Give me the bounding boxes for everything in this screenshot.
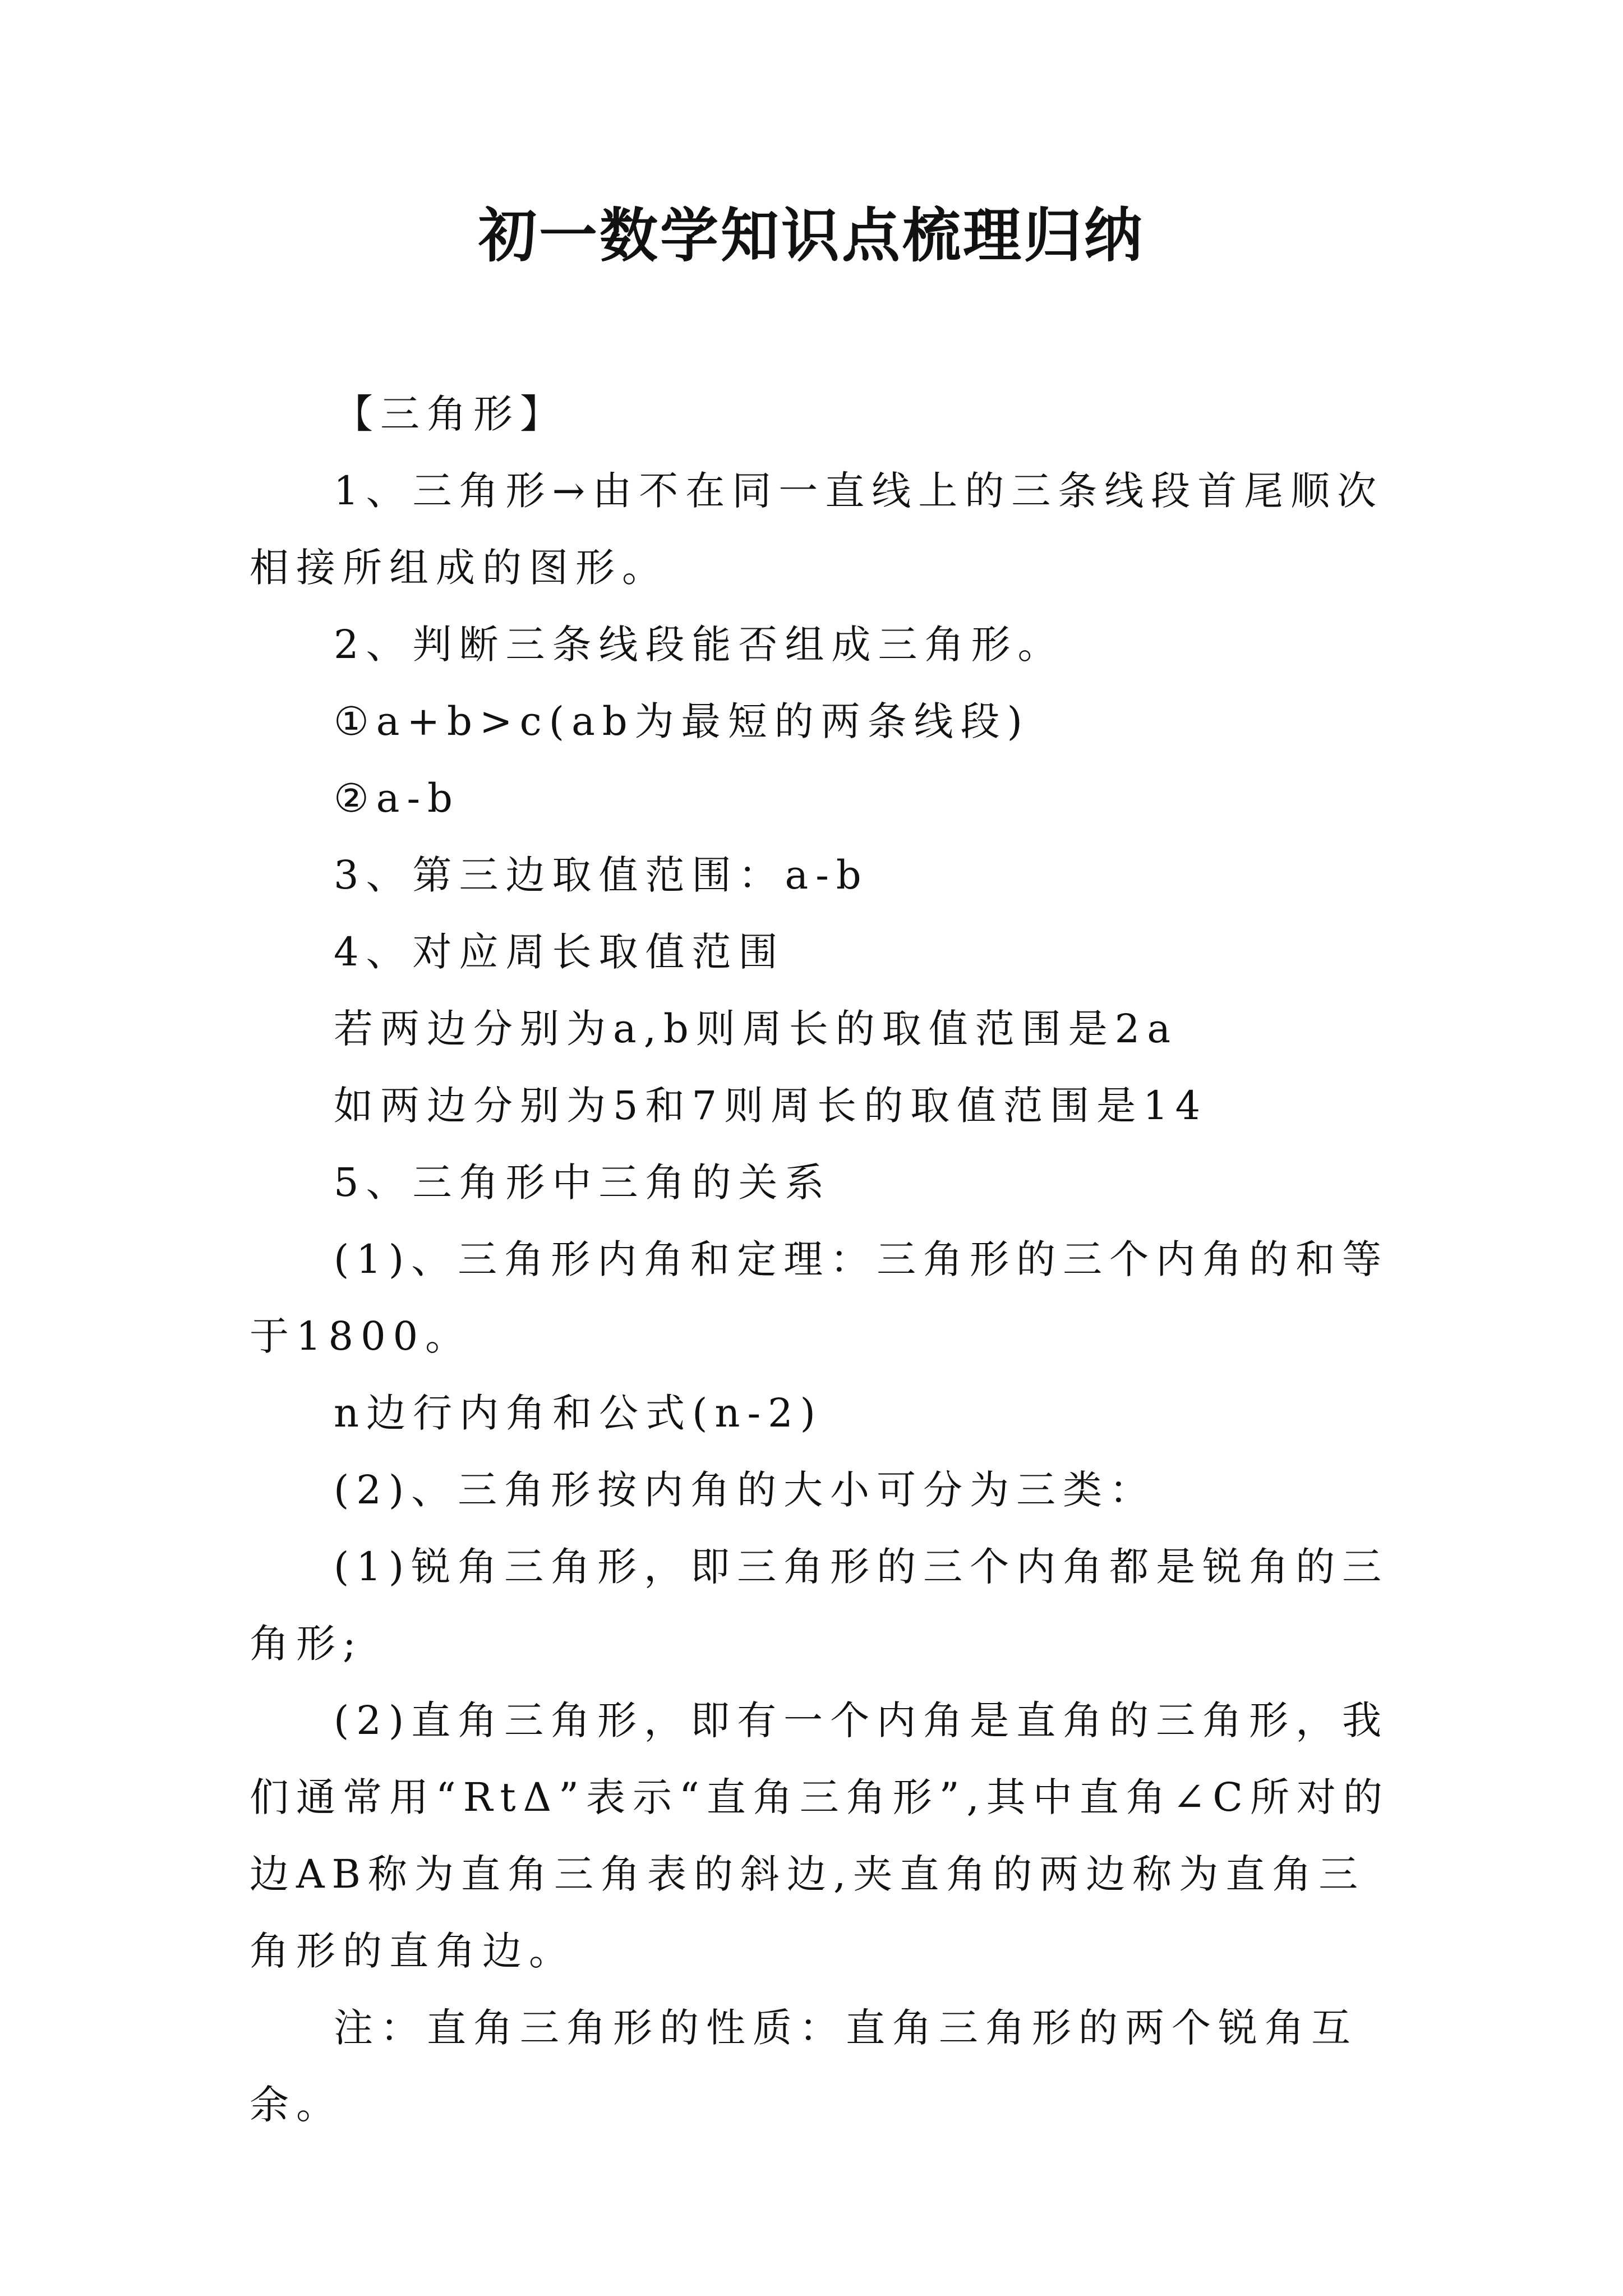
- paragraph-judge-heading: 2、判断三条线段能否组成三角形。: [334, 622, 1064, 668]
- paragraph-note: 注：直角三角形的性质：直角三角形的两个锐角互余。: [250, 2005, 1358, 2128]
- paragraph-perimeter-example: 如两边分别为5和7则周长的取值范围是14: [334, 1083, 1208, 1129]
- paragraph-third-side-range: 3、第三边取值范围：a-b: [334, 852, 869, 898]
- paragraph-perimeter-general: 若两边分别为a,b则周长的取值范围是2a: [334, 1006, 1178, 1052]
- paragraph-right-triangle: (2)直角三角形，即有一个内角是直角的三角形，我们通常用“RtΔ”表示“直角三角形”,其中直角∠C所对的边AB称为直角三角表的斜边,夹直角的两边称为直角三角形的直角边。: [250, 1697, 1390, 1974]
- paragraph-classification-heading: (2)、三角形按内角的大小可分为三类：: [334, 1467, 1156, 1513]
- paragraph-polygon-formula: n边行内角和公式(n-2): [334, 1390, 823, 1436]
- paragraph-condition-2: ②a-b: [334, 775, 460, 821]
- paragraph-acute-triangle: (1)锐角三角形，即三角形的三个内角都是锐角的三角形;: [250, 1544, 1389, 1667]
- paragraph-angle-sum-theorem: (1)、三角形内角和定理：三角形的三个内角的和等于1800。: [250, 1236, 1389, 1359]
- paragraph-definition: 1、三角形→由不在同一直线上的三条线段首尾顺次相接所组成的图形。: [250, 468, 1384, 591]
- document-body: [250, 376, 1405, 2143]
- document-title: 初一数学知识点梳理归纳: [478, 201, 1145, 270]
- paragraph-angles-heading: 5、三角形中三角的关系: [334, 1159, 832, 1205]
- paragraph-perimeter-heading: 4、对应周长取值范围: [334, 929, 785, 975]
- paragraph-condition-1: ①a+b>c(ab为最短的两条线段): [334, 698, 1030, 744]
- paragraph-section-heading: 【三角形】: [334, 391, 566, 437]
